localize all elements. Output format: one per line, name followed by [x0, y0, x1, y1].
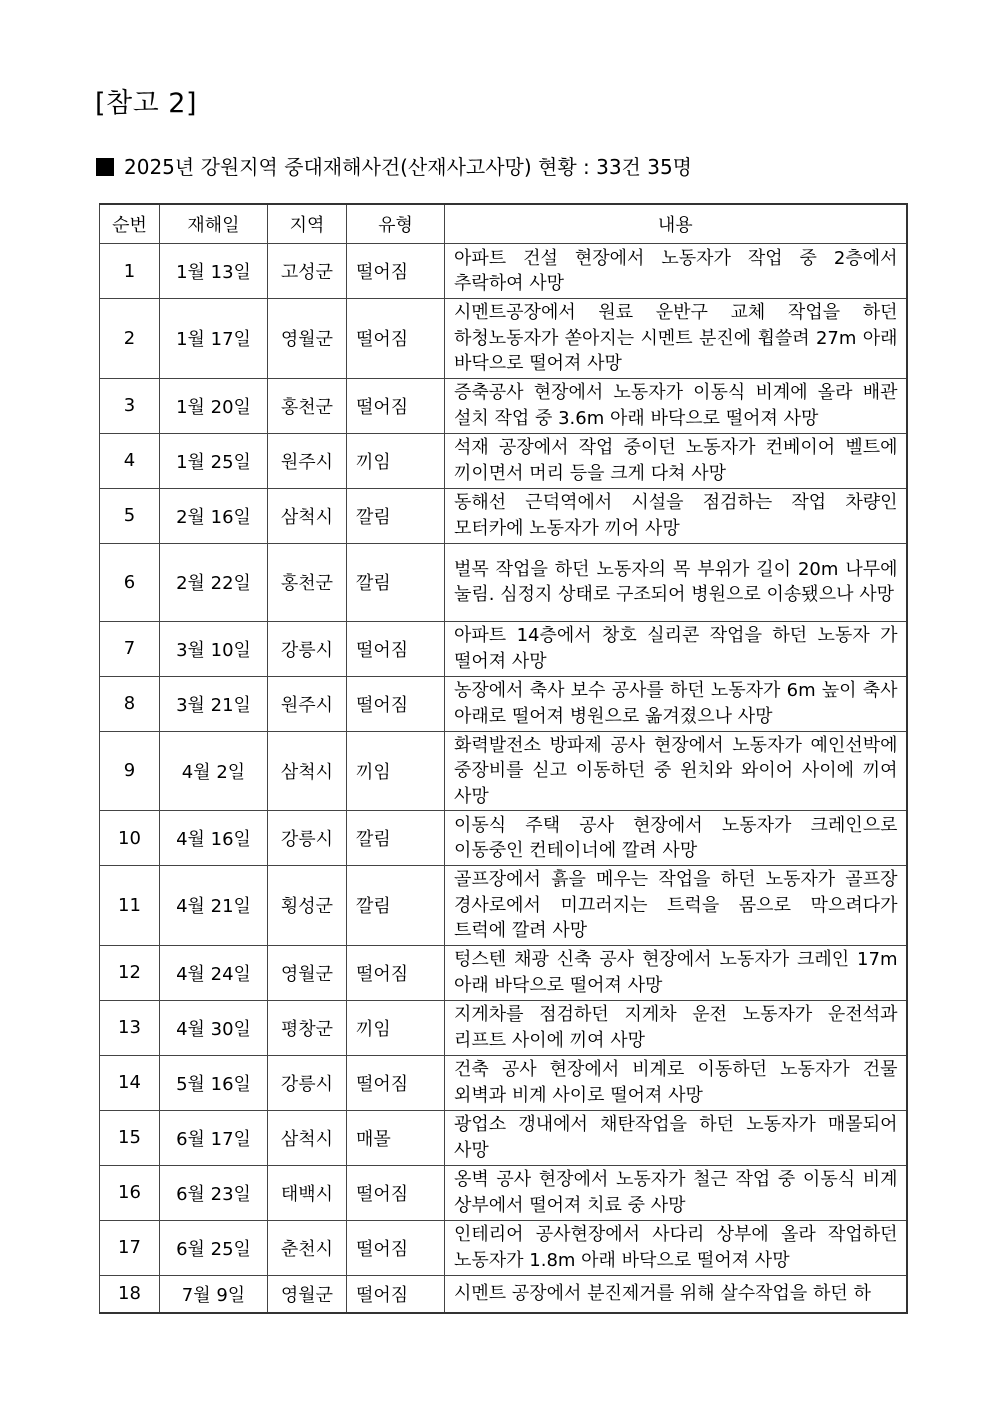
square-bullet-icon	[96, 158, 114, 176]
header-date: 재해일	[160, 204, 268, 244]
cell-type: 떨어짐	[347, 945, 445, 1000]
table-row	[100, 676, 907, 731]
cell-type: 떨어짐	[347, 676, 445, 731]
table-row	[100, 244, 907, 299]
cell-date: 5월 16일	[160, 1055, 268, 1110]
cell-date: 4월 21일	[160, 866, 268, 946]
cell-region: 영월군	[268, 1275, 347, 1313]
cell-date: 1월 13일	[160, 244, 268, 299]
cell-content: 화력발전소 방파제 공사 현장에서 노동자가 예인선박에 중장비를 싣고 이동하던 중 윈치와 와이어 사이에 끼여 사망	[445, 731, 907, 811]
cell-date: 2월 16일	[160, 488, 268, 543]
header-region: 지역	[268, 204, 347, 244]
cell-content: 농장에서 축사 보수 공사를 하던 노동자가 6m 높이 축사 아래로 떨어져 병원으로 옮겨졌으나 사망	[445, 676, 907, 731]
table-row	[100, 1165, 907, 1220]
cell-content: 이동식 주택 공사 현장에서 노동자가 크레인으로 이동중인 컨테이너에 깔려 사망	[445, 811, 907, 866]
cell-date: 3월 10일	[160, 621, 268, 676]
table-body	[100, 244, 907, 1314]
table-row	[100, 1055, 907, 1110]
cell-date: 4월 2일	[160, 731, 268, 811]
cell-date: 4월 24일	[160, 945, 268, 1000]
cell-region: 원주시	[268, 433, 347, 488]
cell-content: 텅스텐 채광 신축 공사 현장에서 노동자가 크레인 17m 아래 바닥으로 떨어져 사망	[445, 945, 907, 1000]
cell-content: 아파트 건설 현장에서 노동자가 작업 중 2층에서 추락하여 사망	[445, 244, 907, 299]
cell-no: 9	[100, 731, 160, 811]
cell-region: 홍천군	[268, 543, 347, 621]
cell-region: 삼척시	[268, 488, 347, 543]
cell-content: 지게차를 점검하던 지게차 운전 노동자가 운전석과 리프트 사이에 끼여 사망	[445, 1000, 907, 1055]
header-content: 내용	[445, 204, 907, 244]
cell-date: 1월 17일	[160, 299, 268, 379]
cell-region: 원주시	[268, 676, 347, 731]
cell-content: 아파트 14층에서 창호 실리콘 작업을 하던 노동자 가 떨어져 사망	[445, 621, 907, 676]
cell-type: 떨어짐	[347, 621, 445, 676]
table-row	[100, 811, 907, 866]
cell-no: 7	[100, 621, 160, 676]
cell-region: 춘천시	[268, 1220, 347, 1275]
cell-date: 7월 9일	[160, 1275, 268, 1313]
cell-content: 광업소 갱내에서 채탄작업을 하던 노동자가 매몰되어 사망	[445, 1110, 907, 1165]
table-row	[100, 488, 907, 543]
cell-date: 4월 30일	[160, 1000, 268, 1055]
cell-date: 6월 17일	[160, 1110, 268, 1165]
cell-region: 영월군	[268, 299, 347, 379]
cell-no: 11	[100, 866, 160, 946]
cell-region: 평창군	[268, 1000, 347, 1055]
cell-no: 10	[100, 811, 160, 866]
cell-content: 동해선 근덕역에서 시설을 점검하는 작업 차량인 모터카에 노동자가 끼어 사망	[445, 488, 907, 543]
cell-content: 골프장에서 흙을 메우는 작업을 하던 노동자가 골프장 경사로에서 미끄러지는 트럭을 몸으로 막으려다가 트럭에 깔려 사망	[445, 866, 907, 946]
cell-no: 3	[100, 378, 160, 433]
cell-no: 4	[100, 433, 160, 488]
cell-date: 3월 21일	[160, 676, 268, 731]
cell-date: 6월 23일	[160, 1165, 268, 1220]
cell-date: 4월 16일	[160, 811, 268, 866]
header-type: 유형	[347, 204, 445, 244]
cell-region: 고성군	[268, 244, 347, 299]
cell-type: 떨어짐	[347, 1055, 445, 1110]
cell-region: 태백시	[268, 1165, 347, 1220]
cell-type: 깔림	[347, 488, 445, 543]
cell-date: 1월 25일	[160, 433, 268, 488]
cell-content: 옹벽 공사 현장에서 노동자가 철근 작업 중 이동식 비계 상부에서 떨어져 치료 중 사망	[445, 1165, 907, 1220]
cell-content: 증축공사 현장에서 노동자가 이동식 비계에 올라 배관 설치 작업 중 3.6m 아래 바닥으로 떨어져 사망	[445, 378, 907, 433]
cell-no: 16	[100, 1165, 160, 1220]
table-row	[100, 866, 907, 946]
table-row	[100, 731, 907, 811]
cell-type: 끼임	[347, 1000, 445, 1055]
cell-type: 깔림	[347, 866, 445, 946]
table-row	[100, 1275, 907, 1313]
cell-type: 매몰	[347, 1110, 445, 1165]
cell-type: 떨어짐	[347, 299, 445, 379]
table-row	[100, 1110, 907, 1165]
table-row	[100, 543, 907, 621]
cell-no: 8	[100, 676, 160, 731]
cell-region: 삼척시	[268, 731, 347, 811]
cell-no: 18	[100, 1275, 160, 1313]
cell-region: 강릉시	[268, 621, 347, 676]
table-header-row	[100, 204, 907, 244]
cell-date: 6월 25일	[160, 1220, 268, 1275]
cell-no: 15	[100, 1110, 160, 1165]
cell-type: 떨어짐	[347, 1275, 445, 1313]
table-row	[100, 1220, 907, 1275]
section-heading-text: 2025년 강원지역 중대재해사건(산재사고사망) 현황 : 33건 35명	[124, 155, 693, 179]
table-row	[100, 433, 907, 488]
cell-region: 홍천군	[268, 378, 347, 433]
cell-type: 떨어짐	[347, 244, 445, 299]
cell-type: 깔림	[347, 811, 445, 866]
header-no: 순번	[100, 204, 160, 244]
table-row	[100, 1000, 907, 1055]
cell-type: 떨어짐	[347, 1220, 445, 1275]
cell-no: 1	[100, 244, 160, 299]
cell-content: 인테리어 공사현장에서 사다리 상부에 올라 작업하던 노동자가 1.8m 아래 바닥으로 떨어져 사망	[445, 1220, 907, 1275]
cell-no: 17	[100, 1220, 160, 1275]
cell-content: 벌목 작업을 하던 노동자의 목 부위가 길이 20m 나무에 눌림. 심정지 상태로 구조되어 병원으로 이송됐으나 사망	[445, 543, 907, 621]
section-heading	[96, 151, 692, 183]
cell-type: 떨어짐	[347, 1165, 445, 1220]
cell-region: 강릉시	[268, 811, 347, 866]
cell-no: 12	[100, 945, 160, 1000]
cell-type: 깔림	[347, 543, 445, 621]
cell-type: 끼임	[347, 731, 445, 811]
cell-no: 6	[100, 543, 160, 621]
incident-table	[99, 203, 908, 1314]
cell-no: 2	[100, 299, 160, 379]
cell-type: 끼임	[347, 433, 445, 488]
reference-label: [참고 2]	[95, 88, 197, 119]
cell-date: 2월 22일	[160, 543, 268, 621]
cell-type: 떨어짐	[347, 378, 445, 433]
cell-content: 건축 공사 현장에서 비계로 이동하던 노동자가 건물 외벽과 비계 사이로 떨어져 사망	[445, 1055, 907, 1110]
cell-region: 영월군	[268, 945, 347, 1000]
cell-region: 강릉시	[268, 1055, 347, 1110]
cell-content: 석재 공장에서 작업 중이던 노동자가 컨베이어 벨트에 끼이면서 머리 등을 크게 다쳐 사망	[445, 433, 907, 488]
cell-no: 13	[100, 1000, 160, 1055]
cell-no: 5	[100, 488, 160, 543]
table-row	[100, 621, 907, 676]
cell-no: 14	[100, 1055, 160, 1110]
table-row	[100, 378, 907, 433]
cell-content: 시멘트 공장에서 분진제거를 위해 살수작업을 하던 하	[445, 1275, 907, 1313]
table-row	[100, 945, 907, 1000]
cell-region: 횡성군	[268, 866, 347, 946]
cell-content: 시멘트공장에서 원료 운반구 교체 작업을 하던 하청노동자가 쏟아지는 시멘트 분진에 휩쓸려 27m 아래 바닥으로 떨어져 사망	[445, 299, 907, 379]
cell-region: 삼척시	[268, 1110, 347, 1165]
table-row	[100, 299, 907, 379]
cell-date: 1월 20일	[160, 378, 268, 433]
